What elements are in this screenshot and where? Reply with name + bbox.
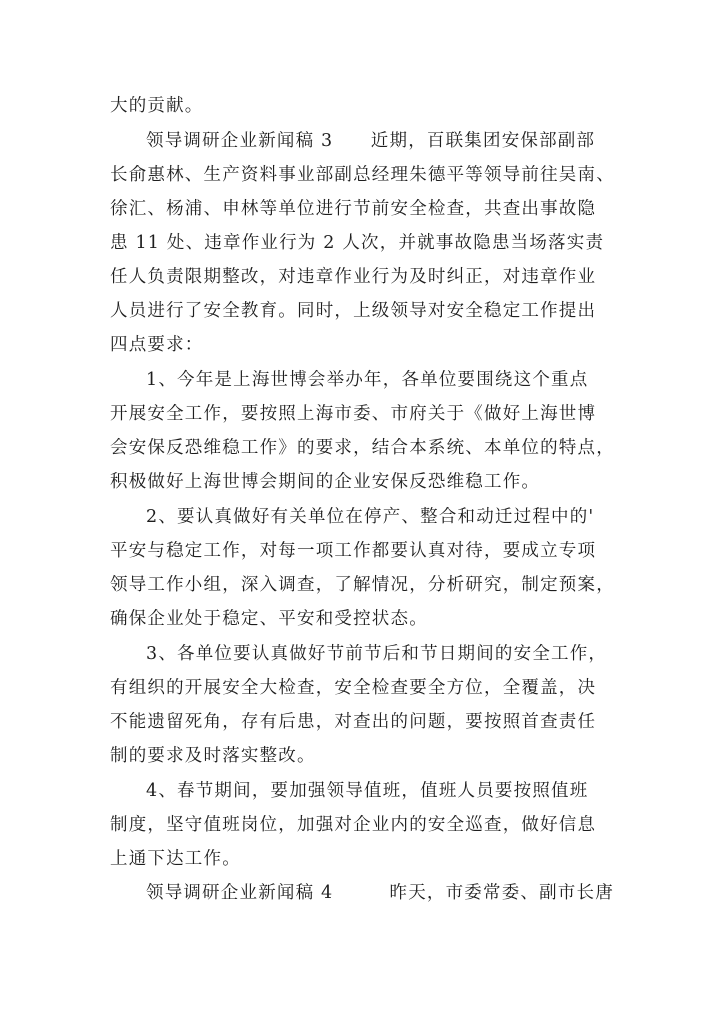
section-heading-line: 领导调研企业新闻稿 3 近期，百联集团安保部副部 (146, 131, 596, 151)
text-line: 长俞惠林、生产资料事业部副总经理朱德平等领导前往吴南、 (110, 165, 615, 185)
text-line: 平安与稳定工作，对每一项工作都要认真对待，要成立专项 (110, 541, 597, 561)
text-line: 徐汇、杨浦、申林等单位进行节前安全检查，共查出事故隐 (110, 199, 597, 219)
section-heading-line: 领导调研企业新闻稿 4 昨天，市委常委、副市长唐 (146, 883, 614, 903)
text-line: 患 11 处、违章作业行为 2 人次，并就事故隐患当场落实责 (110, 233, 605, 253)
text-line: 四点要求： (110, 335, 204, 355)
list-item-line: 3、各单位要认真做好节前节后和节日期间的安全工作， (146, 644, 608, 664)
text-line: 制度，坚守值班岗位，加强对企业内的安全巡查，做好信息 (110, 815, 597, 835)
text-line: 不能遗留死角，存有后患，对查出的问题，要按照首查责任 (110, 712, 597, 732)
text-line: 会安保反恐维稳工作》的要求，结合本系统、本单位的特点， (110, 438, 615, 458)
text-line: 有组织的开展安全大检查，安全检查要全方位，全覆盖，决 (110, 678, 597, 698)
text-line: 上通下达工作。 (110, 849, 241, 869)
text-line: 制的要求及时落实整改。 (110, 746, 316, 766)
text-line: 领导工作小组，深入调查，了解情况，分析研究，制定预案， (110, 575, 615, 595)
text-line: 开展安全工作，要按照上海市委、市府关于《做好上海世博 (110, 404, 597, 424)
list-item-line: 1、今年是上海世博会举办年，各单位要围绕这个重点 (146, 370, 589, 390)
list-item-line: 2、要认真做好有关单位在停产、整合和动迁过程中的' (146, 507, 595, 527)
text-line: 确保企业处于稳定、平安和受控状态。 (110, 609, 428, 629)
text-line: 人员进行了安全教育。同时，上级领导对安全稳定工作提出 (110, 301, 597, 321)
text-line: 积极做好上海世博会期间的企业安保反恐维稳工作。 (110, 472, 541, 492)
text-line: 任人负责限期整改，对违章作业行为及时纠正，对违章作业 (110, 267, 597, 287)
list-item-line: 4、春节期间，要加强领导值班，值班人员要按照值班 (146, 781, 589, 801)
text-line: 大的贡献。 (110, 96, 204, 116)
